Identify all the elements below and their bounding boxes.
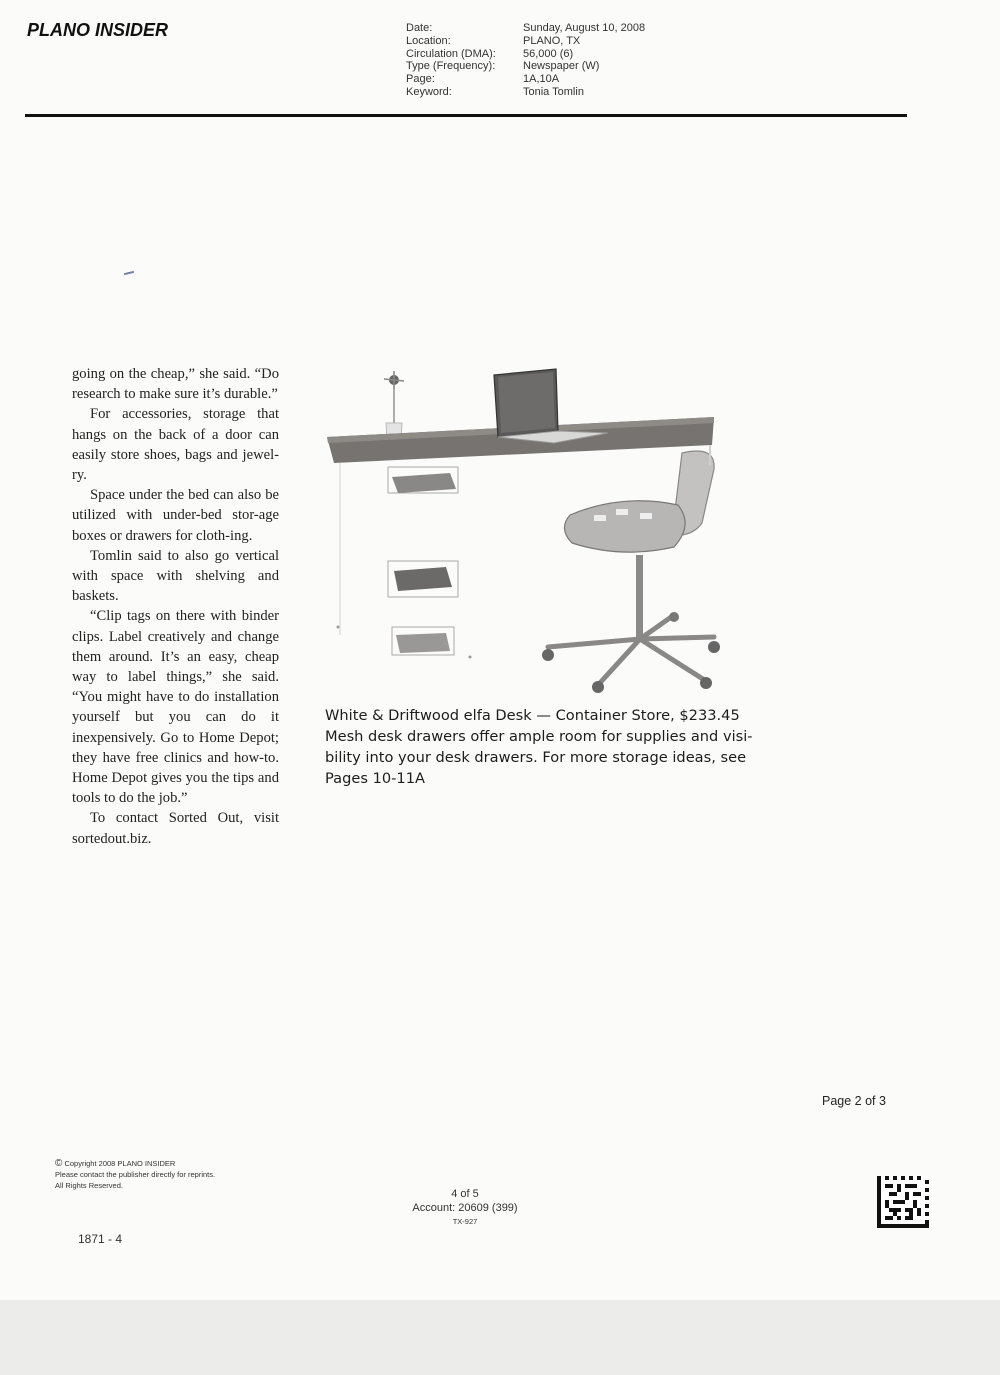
caption-line: Pages 10-11A — [325, 770, 425, 787]
meta-value-keyword: Tonia Tomlin — [523, 85, 584, 98]
meta-value-date: Sunday, August 10, 2008 — [523, 22, 646, 34]
caption-line: White & Driftwood elfa Desk — Container Store, $233.45 — [325, 707, 740, 724]
article-paragraph: Space under the bed can also be utilized with under-bed stor-age boxes or drawers for cloth-ing. — [72, 487, 279, 544]
copyright-line: Copyright 2008 PLANO INSIDER — [64, 1159, 176, 1168]
publication-title: PLANO INSIDER — [27, 20, 169, 40]
account-block — [380, 1188, 550, 1229]
meta-label-page: Page: — [406, 73, 435, 86]
photo-caption — [325, 705, 755, 789]
meta-label-keyword: Keyword: — [406, 85, 452, 98]
meta-label-type: Type (Frequency): — [406, 60, 496, 73]
reference-number: 1871 - 4 — [78, 1232, 123, 1246]
article-paragraph: For accessories, storage that hangs on the back of a door can easily store shoes, bags and jewel-ry. — [72, 406, 279, 484]
meta-labels — [406, 22, 496, 99]
data-matrix-icon — [877, 1176, 929, 1228]
account-number: Account: 20609 (399) — [412, 1201, 518, 1214]
meta-value-circulation: 56,000 (6) — [523, 47, 574, 60]
caption-line: Mesh desk drawers offer ample room for supplies and visi- — [325, 728, 753, 745]
article-paragraph: “Clip tags on there with binder clips. Label creatively and change them around. It’s an easy, cheap way to label things,” she said. “You might have to do installation yourself but you can do it inexpensively. Go to Home Depot; they have free clinics and how-to. Home Depot gives you the tips and tools to do the job.” — [72, 608, 279, 807]
meta-value-page: 1A,10A — [523, 73, 560, 86]
article-paragraph: To contact Sorted Out, visit sortedout.biz. — [72, 810, 279, 847]
article-paragraph: going on the cheap,” she said. “Do research to make sure it’s durable.” — [72, 366, 279, 403]
sheet-count: 4 of 5 — [451, 1188, 479, 1200]
page-indicator: Page 2 of 3 — [822, 1094, 886, 1108]
desk-photo — [322, 365, 742, 700]
meta-label-location: Location: — [406, 34, 451, 47]
account-code: TX-927 — [452, 1217, 478, 1226]
article-column — [72, 364, 279, 849]
copyright-line: Please contact the publisher directly for reprints. — [55, 1170, 216, 1179]
meta-value-type: Newspaper (W) — [523, 60, 600, 73]
meta-label-circulation: Circulation (DMA): — [406, 47, 496, 60]
meta-values — [523, 22, 645, 99]
header-rule — [25, 114, 907, 117]
copyright-notice — [55, 1158, 215, 1191]
meta-value-location: PLANO, TX — [523, 34, 581, 47]
article-paragraph: Tomlin said to also go vertical with space with shelving and baskets. — [72, 547, 279, 605]
caption-line: bility into your desk drawers. For more storage ideas, see — [325, 749, 747, 766]
meta-label-date: Date: — [406, 22, 433, 34]
copyright-icon: © — [55, 1158, 63, 1169]
copyright-line: All Rights Reserved. — [55, 1181, 123, 1190]
scan-margin — [0, 1300, 1000, 1375]
